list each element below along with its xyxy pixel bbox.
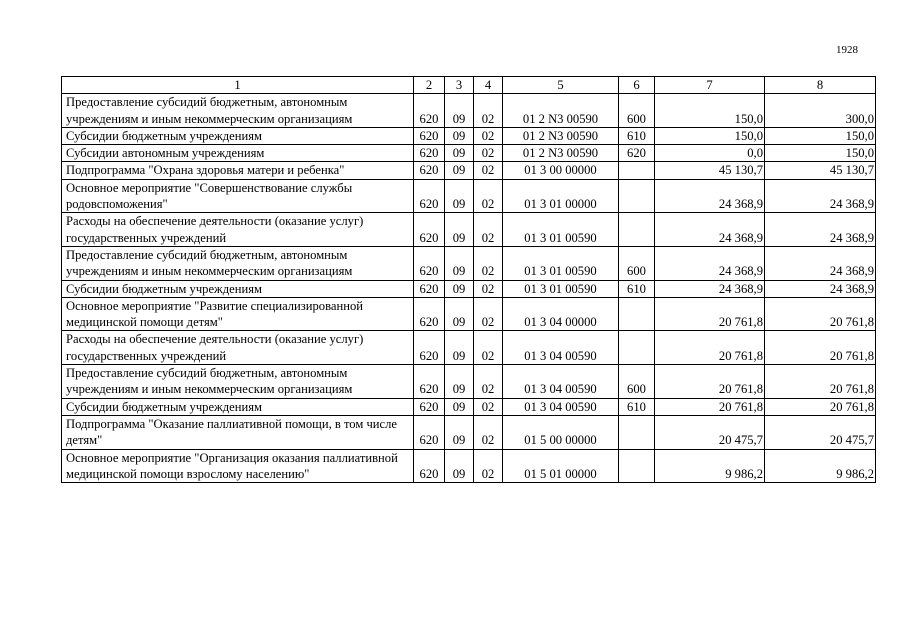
cell-name: Основное мероприятие "Организация оказания паллиативной медицинской помощи взрослому населению" [62,449,414,483]
cell-amount-year-2: 20 761,8 [765,365,876,399]
cell-target-article: 01 2 N3 00590 [503,94,619,128]
cell-section: 09 [445,297,474,331]
cell-section: 09 [445,365,474,399]
table-row [62,246,876,280]
cell-name: Расходы на обеспечение деятельности (оказание услуг) государственных учреждений [62,213,414,247]
cell-subsection: 02 [474,297,503,331]
cell-expense-type: 600 [619,246,655,280]
cell-section: 09 [445,179,474,213]
cell-subsection: 02 [474,449,503,483]
table-row [62,297,876,331]
cell-target-article: 01 3 04 00590 [503,365,619,399]
header-col-6: 6 [619,77,655,94]
cell-name: Подпрограмма "Охрана здоровья матери и ребенка" [62,162,414,179]
cell-section: 09 [445,449,474,483]
cell-subsection: 02 [474,415,503,449]
cell-amount-year-1: 24 368,9 [655,213,765,247]
header-col-8: 8 [765,77,876,94]
cell-section: 09 [445,280,474,297]
cell-section: 09 [445,94,474,128]
cell-expense-type [619,213,655,247]
cell-expense-type: 610 [619,398,655,415]
cell-target-article: 01 5 00 00000 [503,415,619,449]
cell-ministry-code: 620 [414,162,445,179]
cell-name: Подпрограмма "Оказание паллиативной помощи, в том числе детям" [62,415,414,449]
table-row [62,365,876,399]
cell-ministry-code: 620 [414,246,445,280]
cell-amount-year-1: 45 130,7 [655,162,765,179]
cell-name: Субсидии бюджетным учреждениям [62,398,414,415]
cell-amount-year-2: 24 368,9 [765,246,876,280]
cell-ministry-code: 620 [414,179,445,213]
table-row [62,331,876,365]
table-row [62,213,876,247]
cell-subsection: 02 [474,127,503,144]
cell-subsection: 02 [474,162,503,179]
cell-name: Основное мероприятие "Развитие специализированной медицинской помощи детям" [62,297,414,331]
table-row [62,145,876,162]
cell-name: Субсидии бюджетным учреждениям [62,280,414,297]
cell-expense-type [619,179,655,213]
cell-ministry-code: 620 [414,415,445,449]
cell-subsection: 02 [474,331,503,365]
cell-amount-year-2: 24 368,9 [765,280,876,297]
cell-target-article: 01 3 01 00000 [503,179,619,213]
table-row [62,449,876,483]
header-col-7: 7 [655,77,765,94]
cell-amount-year-1: 20 761,8 [655,297,765,331]
header-col-5: 5 [503,77,619,94]
budget-table [61,76,876,483]
cell-ministry-code: 620 [414,127,445,144]
cell-target-article: 01 2 N3 00590 [503,127,619,144]
cell-amount-year-1: 20 761,8 [655,365,765,399]
cell-subsection: 02 [474,398,503,415]
cell-ministry-code: 620 [414,398,445,415]
cell-section: 09 [445,213,474,247]
cell-section: 09 [445,415,474,449]
cell-amount-year-2: 24 368,9 [765,179,876,213]
cell-section: 09 [445,162,474,179]
cell-subsection: 02 [474,213,503,247]
cell-expense-type [619,162,655,179]
cell-amount-year-2: 20 761,8 [765,331,876,365]
cell-name: Предоставление субсидий бюджетным, автономным учреждениям и иным некоммерческим организациям [62,246,414,280]
cell-ministry-code: 620 [414,280,445,297]
table-row [62,162,876,179]
cell-name: Основное мероприятие "Совершенствование службы родовспоможения" [62,179,414,213]
cell-amount-year-1: 20 475,7 [655,415,765,449]
cell-amount-year-2: 20 475,7 [765,415,876,449]
cell-section: 09 [445,331,474,365]
cell-amount-year-1: 150,0 [655,94,765,128]
cell-amount-year-2: 45 130,7 [765,162,876,179]
cell-expense-type: 620 [619,145,655,162]
cell-amount-year-1: 150,0 [655,127,765,144]
cell-amount-year-1: 24 368,9 [655,246,765,280]
page-number: 1928 [836,44,858,56]
table-row [62,127,876,144]
cell-amount-year-2: 9 986,2 [765,449,876,483]
cell-section: 09 [445,145,474,162]
cell-ministry-code: 620 [414,213,445,247]
header-col-4: 4 [474,77,503,94]
cell-amount-year-2: 24 368,9 [765,213,876,247]
cell-section: 09 [445,398,474,415]
header-col-2: 2 [414,77,445,94]
cell-subsection: 02 [474,179,503,213]
header-col-3: 3 [445,77,474,94]
cell-amount-year-2: 20 761,8 [765,297,876,331]
cell-target-article: 01 2 N3 00590 [503,145,619,162]
cell-target-article: 01 3 01 00590 [503,280,619,297]
cell-expense-type: 600 [619,94,655,128]
table-row [62,280,876,297]
cell-subsection: 02 [474,365,503,399]
cell-amount-year-2: 150,0 [765,145,876,162]
cell-target-article: 01 3 04 00000 [503,297,619,331]
cell-amount-year-1: 20 761,8 [655,331,765,365]
cell-name: Расходы на обеспечение деятельности (оказание услуг) государственных учреждений [62,331,414,365]
table-row [62,398,876,415]
cell-expense-type [619,415,655,449]
cell-target-article: 01 5 01 00000 [503,449,619,483]
cell-target-article: 01 3 00 00000 [503,162,619,179]
cell-amount-year-2: 150,0 [765,127,876,144]
cell-name: Субсидии автономным учреждениям [62,145,414,162]
table-row [62,179,876,213]
cell-section: 09 [445,127,474,144]
cell-target-article: 01 3 04 00590 [503,331,619,365]
table-row [62,94,876,128]
cell-target-article: 01 3 01 00590 [503,213,619,247]
cell-subsection: 02 [474,94,503,128]
cell-expense-type [619,331,655,365]
table-body [62,94,876,483]
cell-ministry-code: 620 [414,365,445,399]
cell-ministry-code: 620 [414,449,445,483]
cell-subsection: 02 [474,280,503,297]
cell-section: 09 [445,246,474,280]
table-row [62,415,876,449]
cell-amount-year-1: 24 368,9 [655,179,765,213]
cell-expense-type: 610 [619,280,655,297]
cell-name: Субсидии бюджетным учреждениям [62,127,414,144]
cell-name: Предоставление субсидий бюджетным, автономным учреждениям и иным некоммерческим организациям [62,365,414,399]
cell-target-article: 01 3 04 00590 [503,398,619,415]
header-row [62,77,876,94]
cell-expense-type [619,297,655,331]
cell-ministry-code: 620 [414,331,445,365]
cell-target-article: 01 3 01 00590 [503,246,619,280]
cell-ministry-code: 620 [414,297,445,331]
cell-amount-year-1: 0,0 [655,145,765,162]
cell-amount-year-2: 300,0 [765,94,876,128]
cell-amount-year-1: 20 761,8 [655,398,765,415]
header-col-1: 1 [62,77,414,94]
cell-ministry-code: 620 [414,145,445,162]
cell-expense-type [619,449,655,483]
cell-subsection: 02 [474,246,503,280]
cell-expense-type: 610 [619,127,655,144]
cell-amount-year-2: 20 761,8 [765,398,876,415]
cell-ministry-code: 620 [414,94,445,128]
cell-expense-type: 600 [619,365,655,399]
cell-name: Предоставление субсидий бюджетным, автономным учреждениям и иным некоммерческим организациям [62,94,414,128]
cell-subsection: 02 [474,145,503,162]
cell-amount-year-1: 24 368,9 [655,280,765,297]
cell-amount-year-1: 9 986,2 [655,449,765,483]
